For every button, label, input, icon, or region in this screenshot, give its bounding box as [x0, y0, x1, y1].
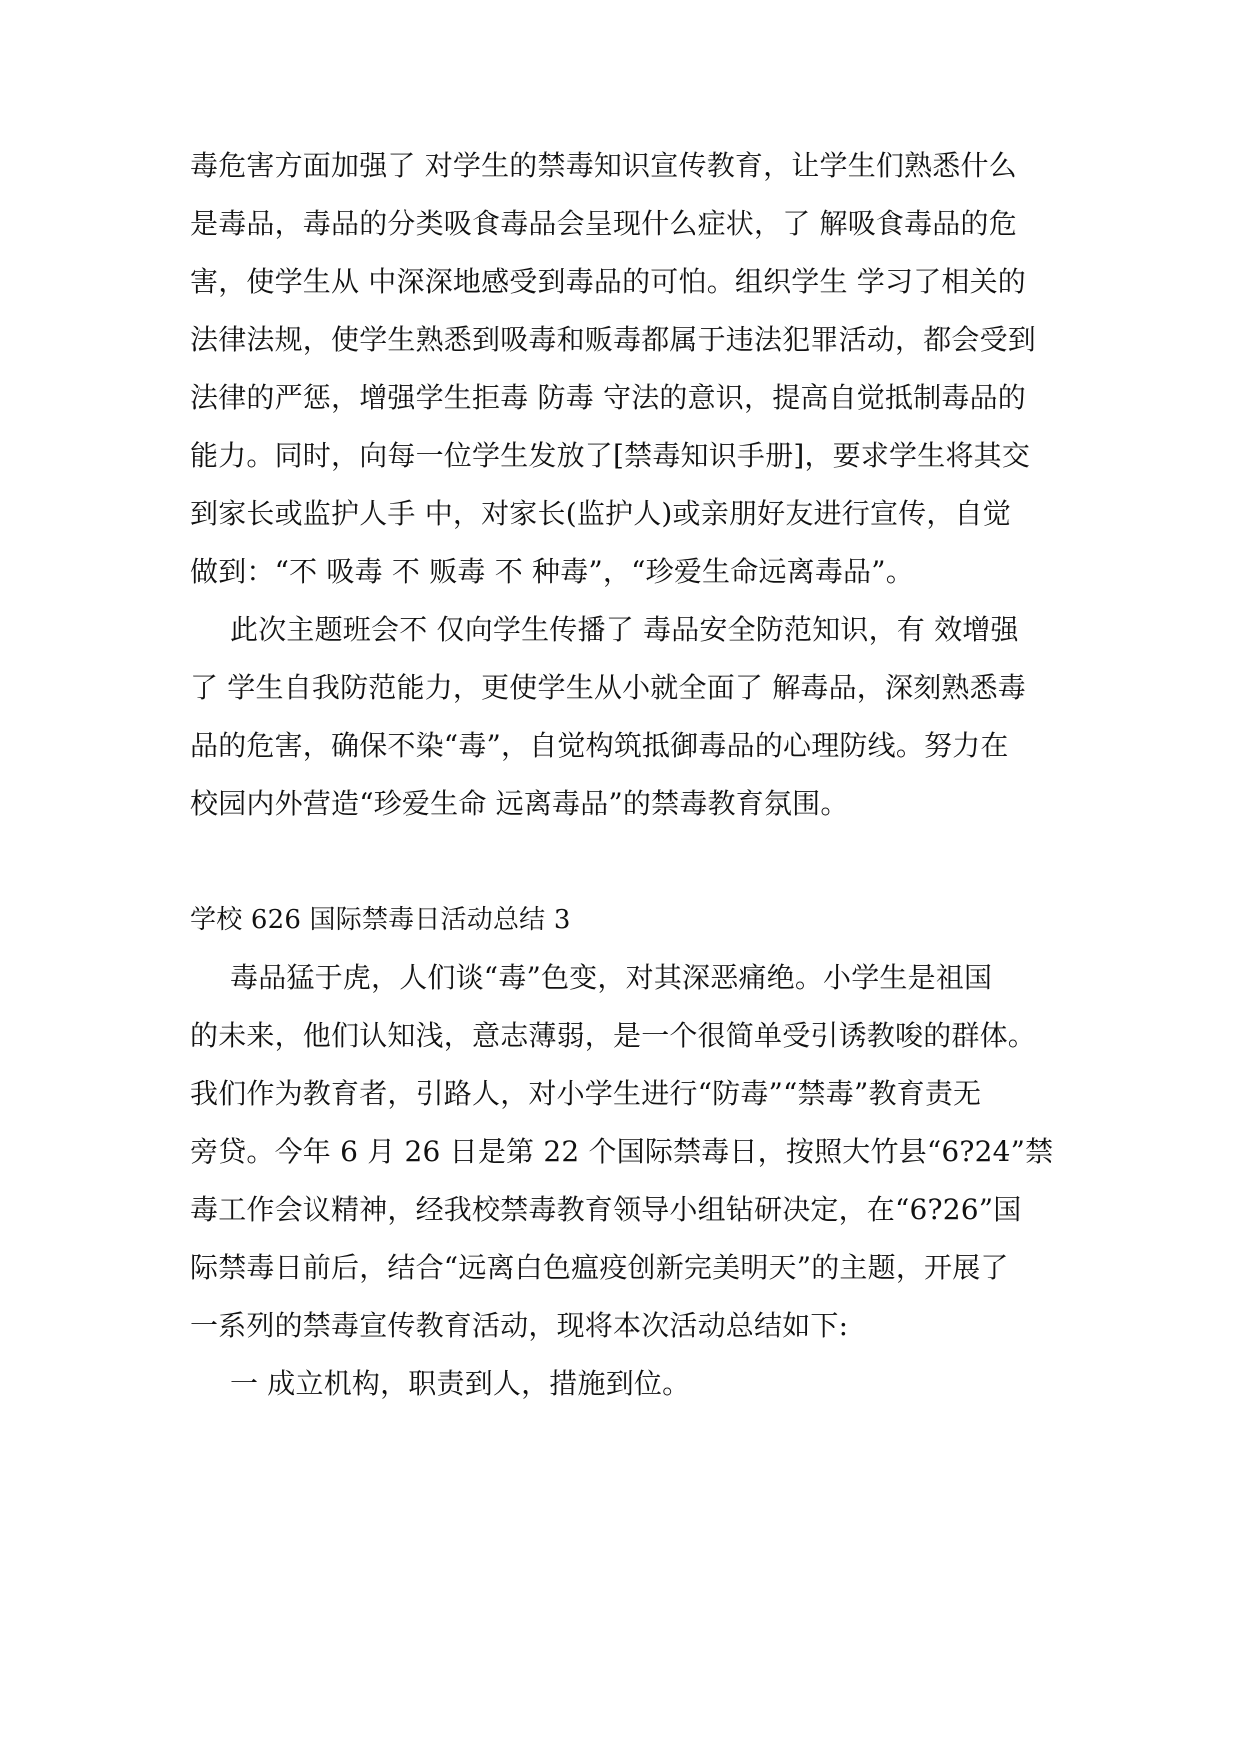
paragraph-line: 的未来，他们认知浅，意志薄弱，是一个很简单受引诱教唆的群体。 [190, 1019, 1037, 1052]
paragraph-line: 是毒品，毒品的分类吸食毒品会呈现什么症状，了 解吸食毒品的危 [190, 207, 1017, 240]
paragraph-line: 了 学生自我防范能力，更使学生从小就全面了 解毒品，深刻熟悉毒 [190, 671, 1027, 704]
paragraph-line: 做到：“不 吸毒 不 贩毒 不 种毒”，“珍爱生命远离毒品”。 [190, 555, 914, 588]
paragraph-line: 毒品猛于虎，人们谈“毒”色变，对其深恶痛绝。小学生是祖国 [230, 961, 993, 994]
paragraph-line: 毒危害方面加强了 对学生的禁毒知识宣传教育，让学生们熟悉什么 [190, 149, 1017, 182]
paragraph-line: 害，使学生从 中深深地感受到毒品的可怕。组织学生 学习了相关的 [190, 265, 1027, 298]
paragraph-line: 毒工作会议精神，经我校禁毒教育领导小组钻研决定，在“6?26”国 [190, 1193, 1022, 1226]
paragraph-line: 旁贷。今年 6 月 26 日是第 22 个国际禁毒日，按照大竹县“6?24”禁 [190, 1135, 1054, 1168]
paragraph-line: 法律法规，使学生熟悉到吸毒和贩毒都属于违法犯罪活动，都会受到 [190, 323, 1037, 356]
paragraph-line: 一系列的禁毒宣传教育活动，现将本次活动总结如下: [190, 1309, 849, 1342]
section-item: 一 成立机构，职责到人，措施到位。 [230, 1367, 691, 1400]
paragraph-line: 能力。同时，向每一位学生发放了[禁毒知识手册]，要求学生将其交 [190, 439, 1031, 472]
section-heading: 学校 626 国际禁毒日活动总结 3 [190, 905, 571, 935]
paragraph-line: 我们作为教育者，引路人，对小学生进行“防毒”“禁毒”教育责无 [190, 1077, 982, 1110]
paragraph-line: 法律的严惩，增强学生拒毒 防毒 守法的意识，提高自觉抵制毒品的 [190, 381, 1027, 414]
paragraph-line: 际禁毒日前后，结合“远离白色瘟疫创新完美明天”的主题，开展了 [190, 1251, 1009, 1284]
paragraph-line: 校园内外营造“珍爱生命 远离毒品”的禁毒教育氛围。 [190, 787, 849, 820]
paragraph-line: 到家长或监护人手 中，对家长(监护人)或亲朋好友进行宣传，自觉 [190, 497, 1011, 530]
paragraph-line: 品的危害，确保不染“毒”，自觉构筑抵御毒品的心理防线。努力在 [190, 729, 1009, 762]
paragraph-line: 此次主题班会不 仅向学生传播了 毒品安全防范知识，有 效增强 [230, 613, 1019, 646]
